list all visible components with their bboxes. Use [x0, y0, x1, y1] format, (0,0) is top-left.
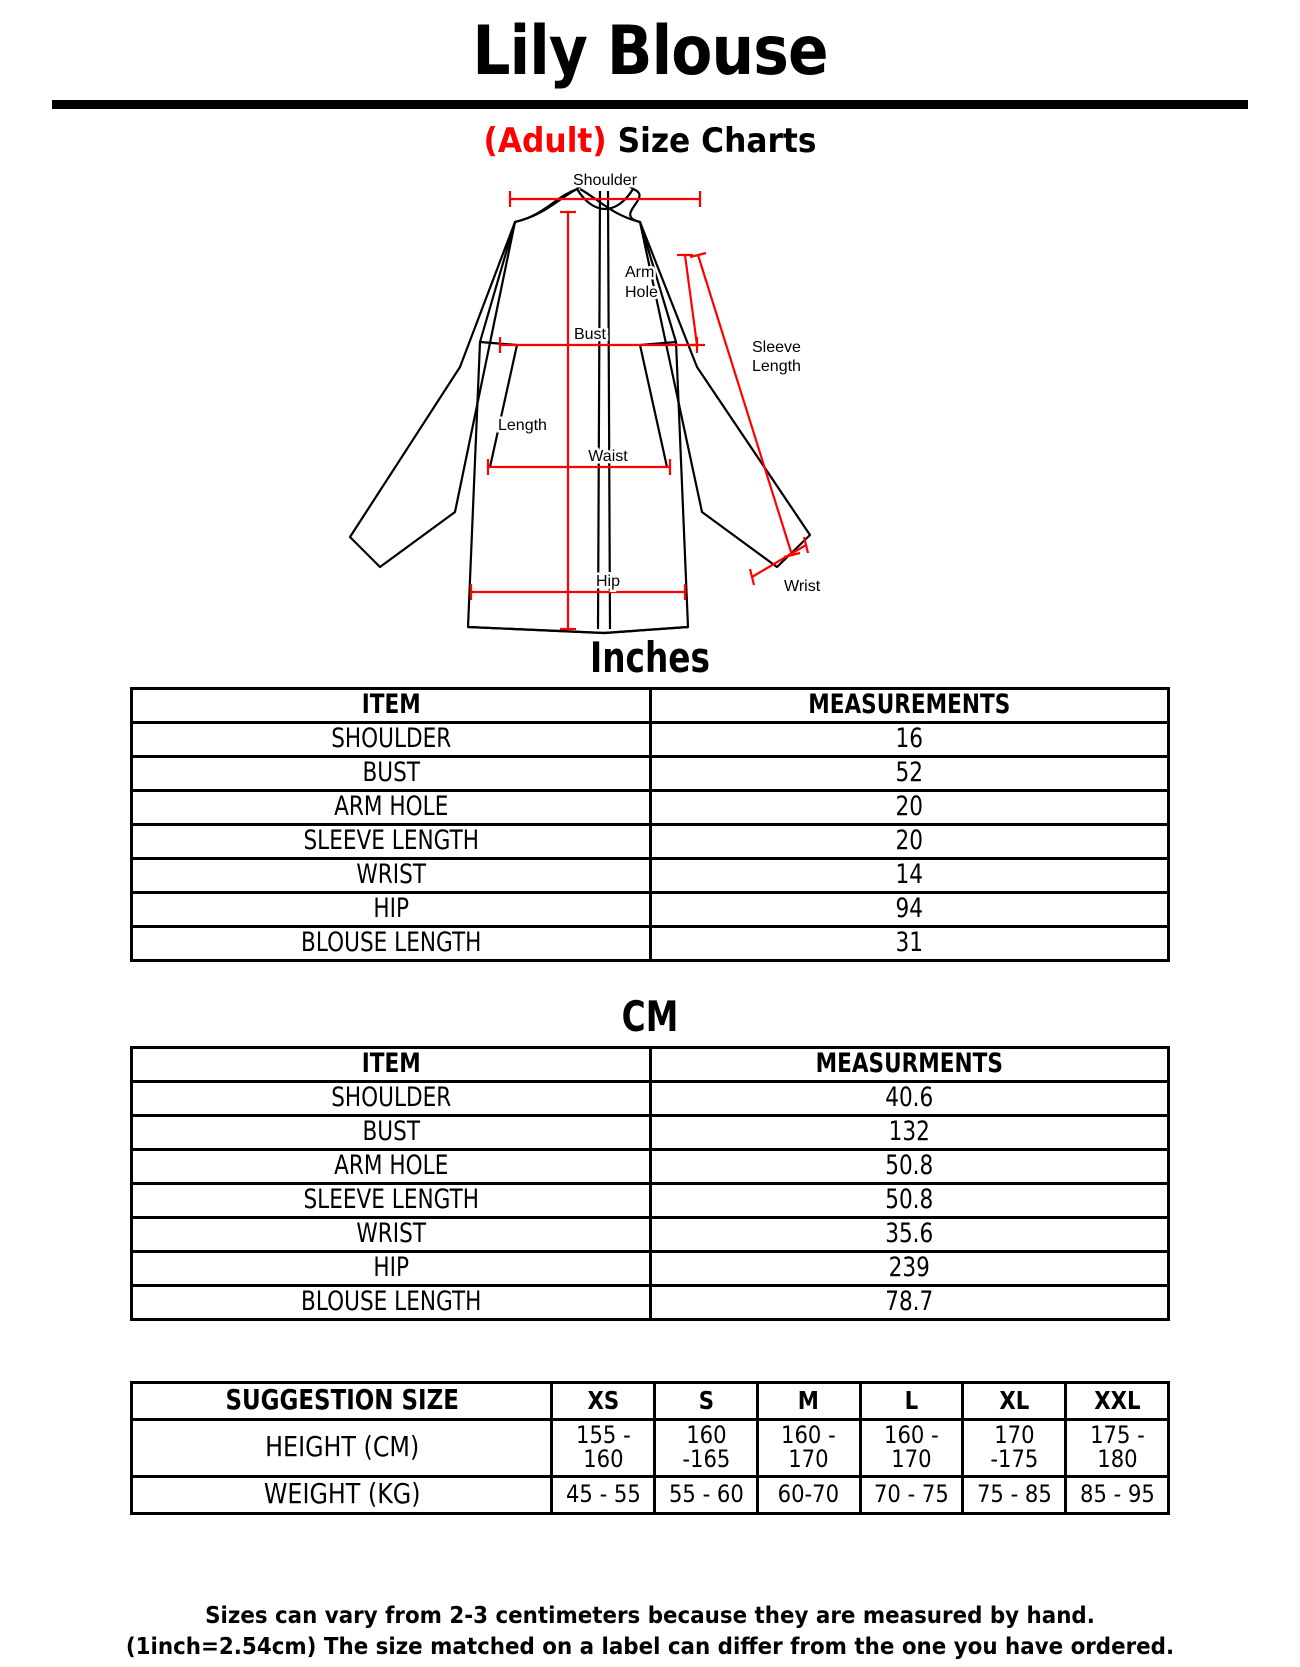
column-header-item: ITEM [183, 1048, 598, 1082]
row-item: ARM HOLE [183, 1150, 598, 1184]
suggestion-size-header: SUGGESTION SIZE [169, 1383, 514, 1420]
size-header-xl: XL [971, 1383, 1058, 1420]
row-item: SLEEVE LENGTH [183, 1184, 598, 1218]
row-item: WRIST [183, 1218, 598, 1252]
hip-label: Hip [595, 573, 621, 590]
row-item: SHOULDER [183, 1082, 598, 1116]
table-row-height [132, 1420, 1169, 1477]
footer-note [46, 1601, 1255, 1663]
height-xxl: 175 - 180 [1072, 1420, 1163, 1477]
row-value: 239 [702, 1252, 1117, 1286]
table-row [132, 927, 1169, 961]
row-item: BLOUSE LENGTH [183, 1286, 598, 1320]
inches-table [130, 687, 1170, 962]
row-value: 31 [702, 927, 1117, 961]
row-value: 132 [702, 1116, 1117, 1150]
page-title: Lily Blouse [472, 12, 828, 91]
title-divider [52, 100, 1248, 109]
subtitle-text: Size Charts [606, 121, 817, 161]
row-value: 20 [702, 825, 1117, 859]
row-item: WRIST [183, 859, 598, 893]
yoke-outline [515, 189, 640, 222]
height-xs: 155 - 160 [558, 1420, 648, 1477]
row-value: 40.6 [702, 1082, 1117, 1116]
row-value: 94 [702, 893, 1117, 927]
wrist-guide [752, 545, 806, 577]
table-row [132, 791, 1169, 825]
wrist-label: Wrist [784, 578, 821, 595]
weight-xl: 75 - 85 [969, 1477, 1059, 1514]
column-header-measurements: MEASUREMENTS [702, 689, 1117, 723]
row-item: ARM HOLE [183, 791, 598, 825]
column-header-item: ITEM [183, 689, 598, 723]
placket-left [598, 191, 600, 629]
weight-l: 70 - 75 [866, 1477, 956, 1514]
table-row-weight [132, 1477, 1169, 1514]
row-value: 50.8 [702, 1184, 1117, 1218]
table-header-row [132, 1383, 1169, 1420]
left-sleeve-outline [350, 222, 515, 567]
waist-label: Waist [588, 448, 628, 465]
row-value: 16 [702, 723, 1117, 757]
height-xl: 170 -175 [969, 1420, 1059, 1477]
table-row [132, 893, 1169, 927]
weight-m: 60-70 [764, 1477, 854, 1514]
cm-table [130, 1046, 1170, 1321]
sleeve-length-guide [698, 255, 792, 555]
table-header-row [132, 689, 1169, 723]
row-value: 78.7 [702, 1286, 1117, 1320]
footer-line-2: (1inch=2.54cm) The size matched on a label can differ from the one you have ordered. [125, 1634, 1175, 1661]
size-header-xxl: XXL [1073, 1383, 1160, 1420]
height-s: 160 -165 [661, 1420, 751, 1477]
page-subtitle [52, 121, 1248, 161]
arm-hole-label-line1: Arm [625, 264, 655, 281]
shoulder-label: Shoulder [572, 172, 638, 189]
weight-s: 55 - 60 [661, 1477, 751, 1514]
suggestion-size-table [130, 1381, 1170, 1515]
table-row [132, 1218, 1169, 1252]
row-item: BUST [183, 757, 598, 791]
table-row [132, 757, 1169, 791]
height-l: 160 - 170 [866, 1420, 956, 1477]
size-header-s: S [662, 1383, 749, 1420]
table-row [132, 859, 1169, 893]
column-header-measurements: MEASURMENTS [702, 1048, 1117, 1082]
row-item: HIP [183, 1252, 598, 1286]
table-row [132, 723, 1169, 757]
table-row [132, 1286, 1169, 1320]
diagram-container [0, 167, 1300, 637]
row-label-weight: WEIGHT (KG) [163, 1477, 520, 1514]
placket-right [608, 191, 610, 629]
table-row [132, 825, 1169, 859]
size-header-xs: XS [560, 1383, 647, 1420]
weight-xs: 45 - 55 [558, 1477, 648, 1514]
height-m: 160 - 170 [764, 1420, 854, 1477]
blouse-measurement-diagram [340, 167, 960, 637]
row-item: SLEEVE LENGTH [183, 825, 598, 859]
bust-label: Bust [573, 326, 607, 343]
table-row [132, 1116, 1169, 1150]
row-value: 50.8 [702, 1150, 1117, 1184]
table-row [132, 1252, 1169, 1286]
row-value: 35.6 [702, 1218, 1117, 1252]
table-row [132, 1082, 1169, 1116]
row-value: 52 [702, 757, 1117, 791]
sleeve-length-label-line2: Length [752, 358, 801, 375]
subtitle-audience: (Adult) [483, 121, 607, 161]
sleeve-length-label-line1: Sleeve [752, 339, 801, 356]
arm-hole-label-line2: Hole [625, 284, 658, 301]
row-item: SHOULDER [183, 723, 598, 757]
size-header-m: M [765, 1383, 852, 1420]
footer-line-1: Sizes can vary from 2-3 centimeters because they are measured by hand. [205, 1603, 1095, 1629]
table-header-row [132, 1048, 1169, 1082]
right-side-seam [640, 345, 667, 467]
row-item: BUST [183, 1116, 598, 1150]
length-label: Length [498, 417, 547, 434]
row-value: 14 [702, 859, 1117, 893]
table-row [132, 1150, 1169, 1184]
cm-caption: CM [621, 992, 679, 1041]
size-header-l: L [868, 1383, 955, 1420]
row-item: BLOUSE LENGTH [183, 927, 598, 961]
inches-caption: Inches [590, 633, 710, 682]
right-sleeve-outline [640, 222, 810, 567]
row-label-height: HEIGHT (CM) [163, 1420, 520, 1477]
weight-xxl: 85 - 95 [1072, 1477, 1163, 1514]
table-row [132, 1184, 1169, 1218]
left-side-seam [490, 345, 517, 467]
row-item: HIP [183, 893, 598, 927]
arm-hole-guide [685, 255, 697, 345]
row-value: 20 [702, 791, 1117, 825]
